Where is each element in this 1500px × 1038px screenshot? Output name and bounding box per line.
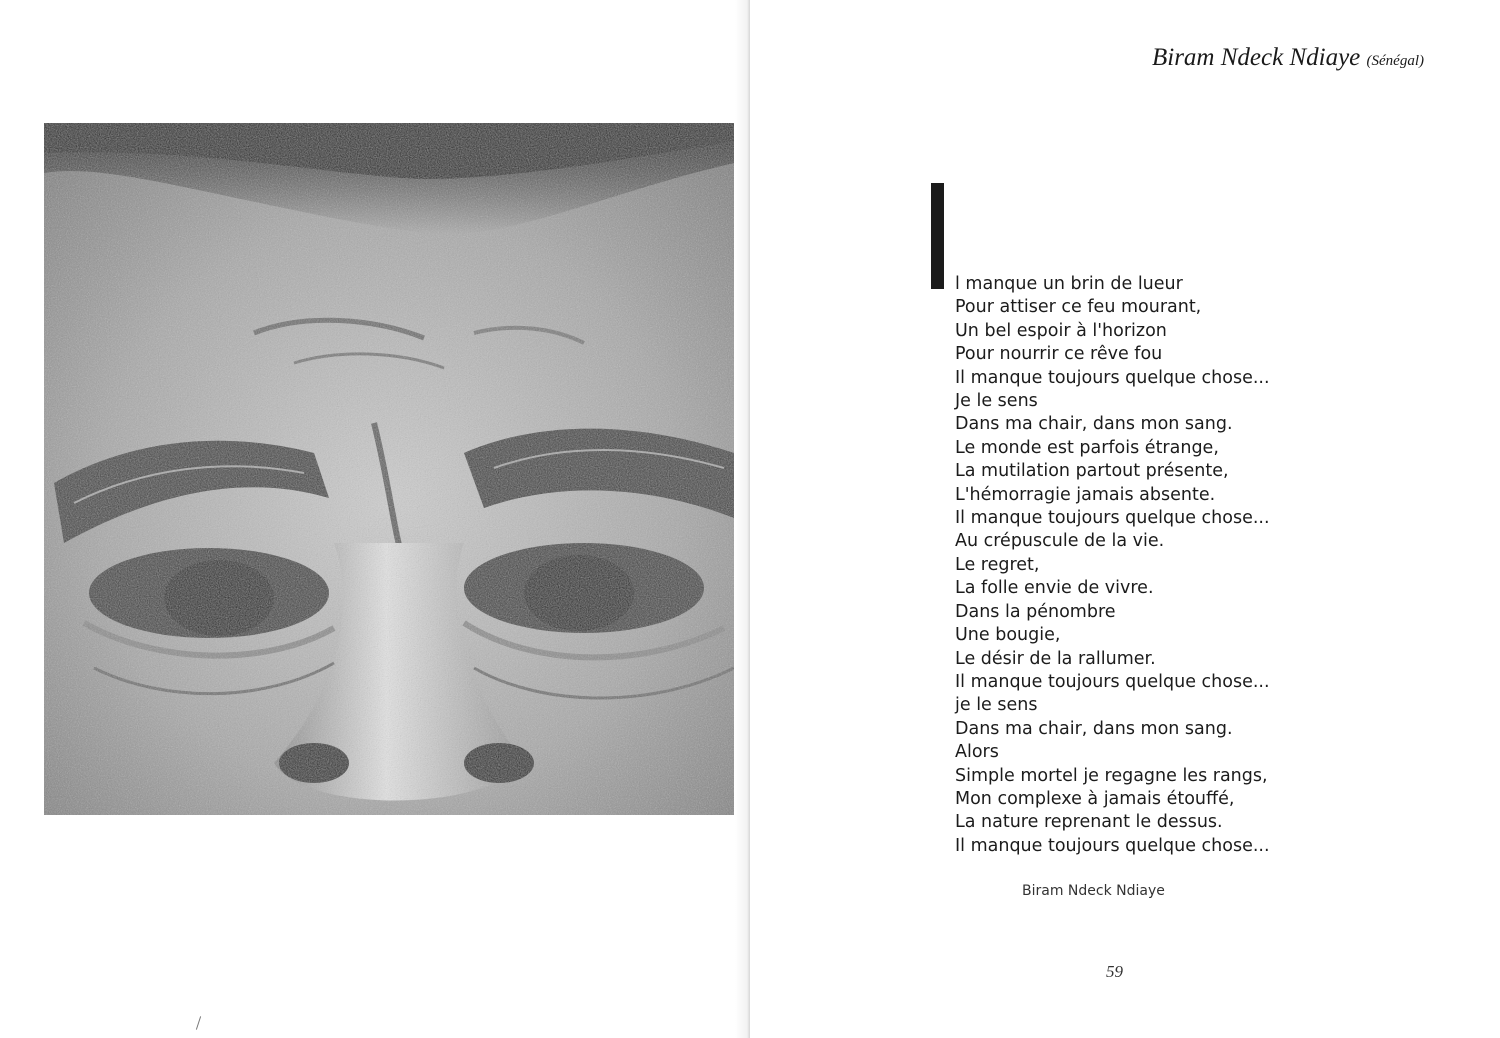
poem-line: Il manque toujours quelque chose... — [955, 671, 1270, 692]
poem-line: Je le sens — [955, 391, 1038, 412]
poem-line: Dans ma chair, dans mon sang. — [955, 414, 1233, 435]
poem-line: Pour nourrir ce rêve fou — [955, 344, 1163, 365]
poem-text — [955, 273, 1270, 858]
poem-line: La nature reprenant le dessus. — [955, 812, 1223, 833]
poem-line: Dans ma chair, dans mon sang. — [955, 718, 1233, 739]
poem-line: Un bel espoir à l'horizon — [955, 320, 1167, 341]
poem-line: Alors — [955, 742, 999, 763]
poem-line: Simple mortel je regagne les rangs, — [955, 765, 1268, 786]
poem-line: La mutilation partout présente, — [955, 461, 1229, 482]
poem-line: Il manque toujours quelque chose... — [955, 367, 1270, 388]
author-name: Biram Ndeck Ndiaye — [1151, 44, 1361, 71]
author-country: (Sénégal) — [1366, 53, 1424, 69]
poem-signature: Biram Ndeck Ndiaye — [1022, 883, 1165, 899]
author-header — [1152, 44, 1424, 72]
portrait-eyes-closeup-icon — [44, 123, 734, 815]
poem-line: l manque un brin de lueur — [955, 274, 1183, 294]
poem-line: je le sens — [955, 695, 1038, 716]
poem-line: Le monde est parfois étrange, — [955, 437, 1219, 458]
drop-cap-bar — [931, 183, 944, 289]
page-number: 59 — [1106, 962, 1123, 981]
poem-line: Le désir de la rallumer. — [955, 648, 1156, 669]
poem-line: Le regret, — [955, 554, 1040, 575]
poem-line: Pour attiser ce feu mourant, — [955, 297, 1202, 318]
poem-line: L'hémorragie jamais absente. — [955, 484, 1216, 505]
poem-line: Dans la pénombre — [955, 601, 1116, 622]
poem-line: Il manque toujours quelque chose... — [955, 508, 1270, 529]
portrait-photo — [44, 123, 734, 815]
poem-line: Mon complexe à jamais étouffé, — [955, 788, 1235, 809]
stray-pencil-mark — [196, 1016, 201, 1030]
poem-line: Une bougie, — [955, 625, 1061, 646]
poem-line: Au crépuscule de la vie. — [955, 531, 1165, 552]
poem-line: Il manque toujours quelque chose... — [955, 835, 1270, 856]
poem-line: La folle envie de vivre. — [955, 578, 1154, 599]
